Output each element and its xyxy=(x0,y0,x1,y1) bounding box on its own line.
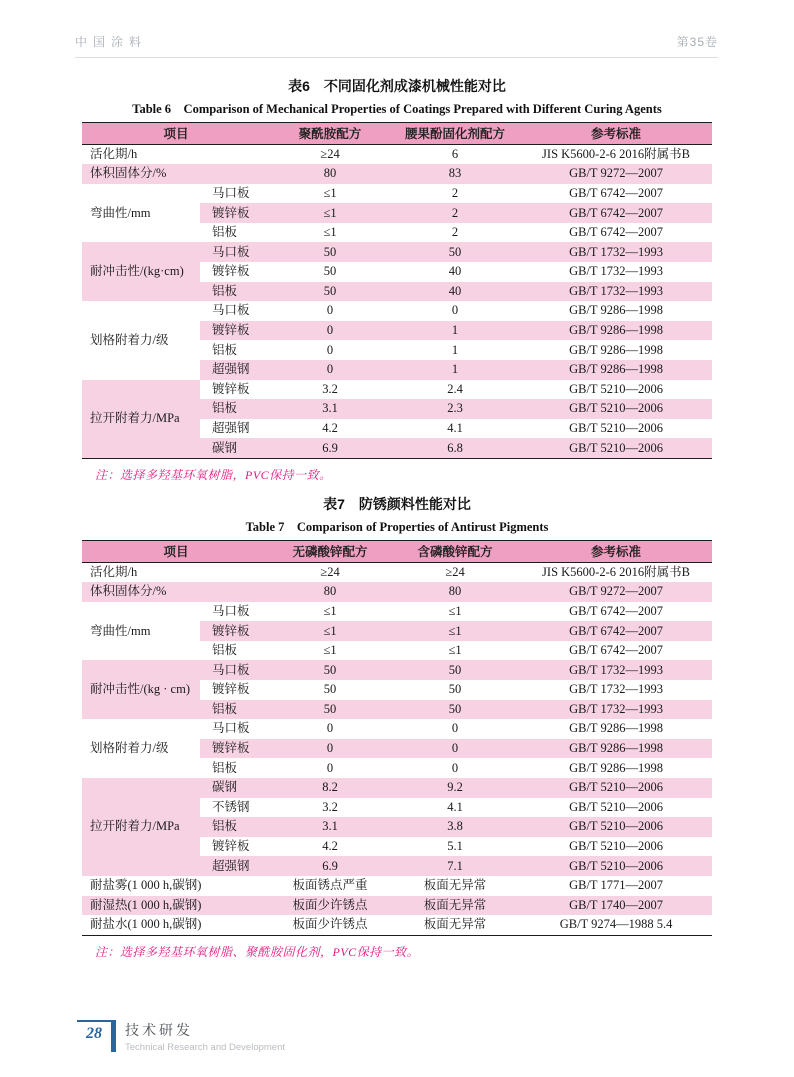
substrate-cell: 镀锌板 xyxy=(200,321,270,341)
substrate-cell: 马口板 xyxy=(200,602,270,622)
value-cell: 40 xyxy=(390,262,520,282)
table-header-row xyxy=(82,541,712,563)
standard-cell: GB/T 5210—2006 xyxy=(520,817,712,837)
table-row xyxy=(82,915,712,935)
standard-cell: GB/T 5210—2006 xyxy=(520,380,712,400)
value-cell: ≤1 xyxy=(390,621,520,641)
substrate-cell: 镀锌板 xyxy=(200,680,270,700)
value-cell: ≤1 xyxy=(270,641,390,661)
standard-cell: GB/T 1740—2007 xyxy=(520,896,712,916)
value-cell: 40 xyxy=(390,282,520,302)
substrate-cell: 超强钢 xyxy=(200,856,270,876)
substrate-cell: 铝板 xyxy=(200,817,270,837)
standard-cell: GB/T 6742—2007 xyxy=(520,223,712,243)
value-cell: 0 xyxy=(270,340,390,360)
standard-cell: GB/T 6742—2007 xyxy=(520,621,712,641)
table-row xyxy=(82,242,712,262)
substrate-cell: 铝板 xyxy=(200,340,270,360)
table6-note: 注：选择多羟基环氧树脂，PVC保持一致。 xyxy=(95,468,332,482)
standard-cell: GB/T 9272—2007 xyxy=(520,164,712,184)
value-cell: 0 xyxy=(390,719,520,739)
standard-cell: GB/T 9286—1998 xyxy=(520,360,712,380)
column-header: 聚酰胺配方 xyxy=(270,123,390,145)
table7-block xyxy=(82,494,712,960)
value-cell: 板面无异常 xyxy=(390,896,520,916)
substrate-cell: 马口板 xyxy=(200,301,270,321)
standard-cell: GB/T 5210—2006 xyxy=(520,419,712,439)
standard-cell: GB/T 9286—1998 xyxy=(520,758,712,778)
column-header: 无磷酸锌配方 xyxy=(270,541,390,563)
value-cell: 0 xyxy=(270,739,390,759)
value-cell: 2 xyxy=(390,203,520,223)
substrate-cell: 超强钢 xyxy=(200,360,270,380)
standard-cell: GB/T 6742—2007 xyxy=(520,184,712,204)
substrate-cell: 铝板 xyxy=(200,758,270,778)
value-cell: ≤1 xyxy=(270,602,390,622)
standard-cell: GB/T 9286—1998 xyxy=(520,301,712,321)
value-cell: 50 xyxy=(270,242,390,262)
column-header: 项目 xyxy=(82,123,270,145)
value-cell: 板面无异常 xyxy=(390,915,520,935)
value-cell: 4.1 xyxy=(390,419,520,439)
standard-cell: GB/T 1771—2007 xyxy=(520,876,712,896)
value-cell: 0 xyxy=(270,758,390,778)
substrate-cell: 不锈钢 xyxy=(200,798,270,818)
standard-cell: GB/T 9286—1998 xyxy=(520,340,712,360)
table6-title-en: Table 6 Comparison of Mechanical Properties of Coatings Prepared with Different Curing Agents xyxy=(132,102,662,116)
value-cell: 2.4 xyxy=(390,380,520,400)
substrate-cell: 铝板 xyxy=(200,700,270,720)
running-header xyxy=(75,33,718,58)
standard-cell: GB/T 5210—2006 xyxy=(520,778,712,798)
value-cell: 1 xyxy=(390,360,520,380)
value-cell: 6.8 xyxy=(390,438,520,458)
value-cell: 5.1 xyxy=(390,837,520,857)
value-cell: 1 xyxy=(390,321,520,341)
value-cell: 0 xyxy=(390,739,520,759)
row-group-label: 拉开附着力/MPa xyxy=(82,778,200,876)
substrate-cell: 镀锌板 xyxy=(200,380,270,400)
standard-cell: GB/T 5210—2006 xyxy=(520,438,712,458)
substrate-cell: 马口板 xyxy=(200,719,270,739)
value-cell: 50 xyxy=(270,680,390,700)
value-cell: 83 xyxy=(390,164,520,184)
substrate-cell: 马口板 xyxy=(200,184,270,204)
row-group-label: 拉开附着力/MPa xyxy=(82,380,200,459)
value-cell: ≥24 xyxy=(390,562,520,582)
value-cell: 80 xyxy=(390,582,520,602)
row-group-label: 耐冲击性/(kg · cm) xyxy=(82,660,200,719)
section-title-en: Technical Research and Development xyxy=(125,1042,286,1053)
value-cell: 50 xyxy=(270,700,390,720)
value-cell: ≤1 xyxy=(270,223,390,243)
row-group-label: 耐盐雾(1 000 h,碳钢) xyxy=(82,876,270,896)
value-cell: 0 xyxy=(270,301,390,321)
table-row xyxy=(82,144,712,164)
page-footer xyxy=(77,1020,285,1053)
substrate-cell: 镀锌板 xyxy=(200,739,270,759)
value-cell: 4.1 xyxy=(390,798,520,818)
standard-cell: GB/T 9274—1988 5.4 xyxy=(520,915,712,935)
substrate-cell: 碳钢 xyxy=(200,778,270,798)
substrate-cell: 镀锌板 xyxy=(200,837,270,857)
row-group-label: 活化期/h xyxy=(82,562,270,582)
standard-cell: GB/T 5210—2006 xyxy=(520,798,712,818)
standard-cell: GB/T 1732—1993 xyxy=(520,242,712,262)
row-group-label: 体积固体分/% xyxy=(82,164,270,184)
substrate-cell: 镀锌板 xyxy=(200,203,270,223)
value-cell: 0 xyxy=(390,301,520,321)
value-cell: 8.2 xyxy=(270,778,390,798)
value-cell: ≥24 xyxy=(270,562,390,582)
row-group-label: 耐冲击性/(kg·cm) xyxy=(82,242,200,301)
value-cell: 7.1 xyxy=(390,856,520,876)
value-cell: 0 xyxy=(270,321,390,341)
standard-cell: GB/T 9286—1998 xyxy=(520,739,712,759)
value-cell: 80 xyxy=(270,164,390,184)
row-group-label: 体积固体分/% xyxy=(82,582,270,602)
row-group-label: 划格附着力/级 xyxy=(82,301,200,379)
table6 xyxy=(82,122,712,459)
value-cell: 50 xyxy=(390,680,520,700)
table6-title-cn: 表6 不同固化剂成漆机械性能对比 xyxy=(288,78,506,94)
column-header: 含磷酸锌配方 xyxy=(390,541,520,563)
table7 xyxy=(82,540,712,936)
value-cell: 2 xyxy=(390,223,520,243)
value-cell: ≤1 xyxy=(270,203,390,223)
footer-section xyxy=(125,1020,285,1053)
substrate-cell: 铝板 xyxy=(200,282,270,302)
value-cell: 6 xyxy=(390,144,520,164)
value-cell: 0 xyxy=(390,758,520,778)
standard-cell: GB/T 9286—1998 xyxy=(520,719,712,739)
table-row xyxy=(82,582,712,602)
value-cell: 4.2 xyxy=(270,419,390,439)
standard-cell: GB/T 1732—1993 xyxy=(520,660,712,680)
value-cell: 50 xyxy=(390,700,520,720)
table-row xyxy=(82,876,712,896)
table-row xyxy=(82,164,712,184)
substrate-cell: 铝板 xyxy=(200,641,270,661)
section-title-cn: 技术研发 xyxy=(125,1022,193,1038)
value-cell: 板面少许锈点 xyxy=(270,896,390,916)
value-cell: 3.2 xyxy=(270,798,390,818)
table6-block xyxy=(82,76,712,483)
standard-cell: GB/T 6742—2007 xyxy=(520,602,712,622)
standard-cell: GB/T 1732—1993 xyxy=(520,700,712,720)
value-cell: 3.2 xyxy=(270,380,390,400)
value-cell: 50 xyxy=(390,242,520,262)
substrate-cell: 铝板 xyxy=(200,223,270,243)
value-cell: 1 xyxy=(390,340,520,360)
row-group-label: 耐湿热(1 000 h,碳钢) xyxy=(82,896,270,916)
value-cell: 50 xyxy=(270,282,390,302)
standard-cell: GB/T 5210—2006 xyxy=(520,399,712,419)
table7-note: 注：选择多羟基环氧树脂、聚酰胺固化剂，PVC保持一致。 xyxy=(95,944,420,959)
value-cell: 80 xyxy=(270,582,390,602)
standard-cell: GB/T 1732—1993 xyxy=(520,680,712,700)
table7-title-en: Table 7 Comparison of Properties of Antirust Pigments xyxy=(245,520,549,534)
value-cell: 3.8 xyxy=(390,817,520,837)
table-row xyxy=(82,301,712,321)
substrate-cell: 镀锌板 xyxy=(200,621,270,641)
standard-cell: GB/T 5210—2006 xyxy=(520,837,712,857)
value-cell: ≤1 xyxy=(270,184,390,204)
standard-cell: GB/T 9272—2007 xyxy=(520,582,712,602)
substrate-cell: 铝板 xyxy=(200,399,270,419)
value-cell: 3.1 xyxy=(270,817,390,837)
value-cell: 6.9 xyxy=(270,856,390,876)
value-cell: 2 xyxy=(390,184,520,204)
standard-cell: GB/T 6742—2007 xyxy=(520,641,712,661)
column-header: 参考标准 xyxy=(520,123,712,145)
standard-cell: GB/T 1732—1993 xyxy=(520,282,712,302)
row-group-label: 活化期/h xyxy=(82,144,270,164)
value-cell: 板面无异常 xyxy=(390,876,520,896)
value-cell: 50 xyxy=(270,262,390,282)
footer-divider-bar xyxy=(111,1020,116,1052)
value-cell: ≥24 xyxy=(270,144,390,164)
table-row xyxy=(82,896,712,916)
row-group-label: 耐盐水(1 000 h,碳钢) xyxy=(82,915,270,935)
value-cell: 0 xyxy=(270,360,390,380)
value-cell: 50 xyxy=(390,660,520,680)
row-group-label: 弯曲性/mm xyxy=(82,602,200,661)
table-row xyxy=(82,660,712,680)
column-header: 参考标准 xyxy=(520,541,712,563)
table-row xyxy=(82,719,712,739)
table-row xyxy=(82,562,712,582)
value-cell: ≤1 xyxy=(390,641,520,661)
volume-number: 第35卷 xyxy=(676,35,718,49)
standard-cell: JIS K5600-2-6 2016附属书B xyxy=(520,144,712,164)
substrate-cell: 碳钢 xyxy=(200,438,270,458)
standard-cell: GB/T 9286—1998 xyxy=(520,321,712,341)
value-cell: 板面少许锈点 xyxy=(270,915,390,935)
standard-cell: GB/T 5210—2006 xyxy=(520,856,712,876)
standard-cell: JIS K5600-2-6 2016附属书B xyxy=(520,562,712,582)
row-group-label: 弯曲性/mm xyxy=(82,184,200,243)
value-cell: ≤1 xyxy=(390,602,520,622)
journal-name: 中国涂料 xyxy=(75,35,148,49)
table-row xyxy=(82,184,712,204)
value-cell: 板面锈点严重 xyxy=(270,876,390,896)
value-cell: 3.1 xyxy=(270,399,390,419)
table7-title-cn: 表7 防锈颜料性能对比 xyxy=(323,496,471,512)
table-row xyxy=(82,778,712,798)
value-cell: 0 xyxy=(270,719,390,739)
value-cell: 4.2 xyxy=(270,837,390,857)
column-header: 腰果酚固化剂配方 xyxy=(390,123,520,145)
standard-cell: GB/T 1732—1993 xyxy=(520,262,712,282)
standard-cell: GB/T 6742—2007 xyxy=(520,203,712,223)
value-cell: 50 xyxy=(270,660,390,680)
substrate-cell: 超强钢 xyxy=(200,419,270,439)
row-group-label: 划格附着力/级 xyxy=(82,719,200,778)
table-header-row xyxy=(82,123,712,145)
value-cell: 9.2 xyxy=(390,778,520,798)
substrate-cell: 马口板 xyxy=(200,660,270,680)
substrate-cell: 镀锌板 xyxy=(200,262,270,282)
value-cell: 2.3 xyxy=(390,399,520,419)
substrate-cell: 马口板 xyxy=(200,242,270,262)
value-cell: 6.9 xyxy=(270,438,390,458)
value-cell: ≤1 xyxy=(270,621,390,641)
table-row xyxy=(82,380,712,400)
column-header: 项目 xyxy=(82,541,270,563)
page-number: 28 xyxy=(77,1020,111,1051)
table-row xyxy=(82,602,712,622)
